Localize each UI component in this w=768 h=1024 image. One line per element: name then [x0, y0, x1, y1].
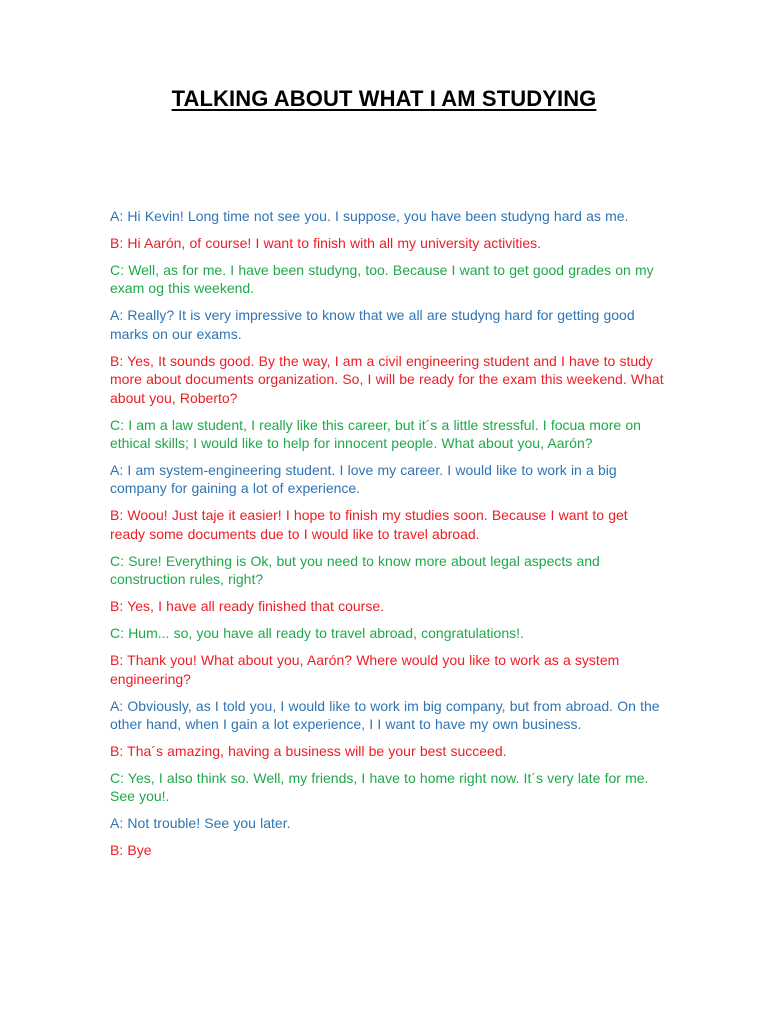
dialogue-line: B: Woou! Just taje it easier! I hope to finish my studies soon. Because I want to get ready some documents due to I would like to travel abroad.: [110, 507, 628, 542]
dialogue-line: A: Not trouble! See you later.: [110, 815, 291, 832]
dialogue-line: B: Yes, I have all ready finished that course.: [110, 598, 385, 615]
document-title: TALKING ABOUT WHAT I AM STUDYING: [171, 86, 597, 111]
dialogue-line: B: Yes, It sounds good. By the way, I am a civil engineering student and I have to study more about documents organization. So, I will be ready for the exam this weekend. What about you, Roberto?: [110, 352, 664, 406]
dialogue-line: C: Sure! Everything is Ok, but you need to know more about legal aspects and construction rules, right?: [110, 552, 600, 588]
dialogue-line: A: Hi Kevin! Long time not see you. I suppose, you have been studyng hard as me.: [110, 208, 629, 224]
dialogue-line: B: Thank you! What about you, Aarón? Where would you like to work as a system engineering?: [110, 652, 620, 687]
dialogue-line: B: Bye: [110, 842, 152, 859]
dialogue-section: [110, 207, 665, 868]
dialogue-line: C: I am a law student, I really like this career, but it´s a little stressful. I focua more on ethical skills; I would like to help for innocent people. What about you, Aarón?: [110, 416, 641, 452]
dialogue-line: C: Yes, I also think so. Well, my friends, I have to home right now. It´s very late for me. See you!.: [110, 770, 649, 805]
dialogue-line: A: Really? It is very impressive to know that we all are studyng hard for getting good marks on our exams.: [110, 307, 635, 342]
dialogue-line: A: I am system-engineering student. I love my career. I would like to work in a big company for gaining a lot of experience.: [110, 462, 617, 497]
dialogue-line: B: Tha´s amazing, having a business will be your best succeed.: [110, 743, 507, 760]
dialogue-line: A: Obviously, as I told you, I would like to work im big company, but from abroad. On the other hand, when I gain a lot experience, I I want to have my own business.: [110, 697, 660, 733]
dialogue-line: C: Well, as for me. I have been studyng, too. Because I want to get good grades on my exam og this weekend.: [110, 262, 654, 297]
dialogue-line: C: Hum... so, you have all ready to travel abroad, congratulations!.: [110, 625, 524, 642]
dialogue-line: B: Hi Aarón, of course! I want to finish with all my university activities.: [110, 235, 542, 251]
